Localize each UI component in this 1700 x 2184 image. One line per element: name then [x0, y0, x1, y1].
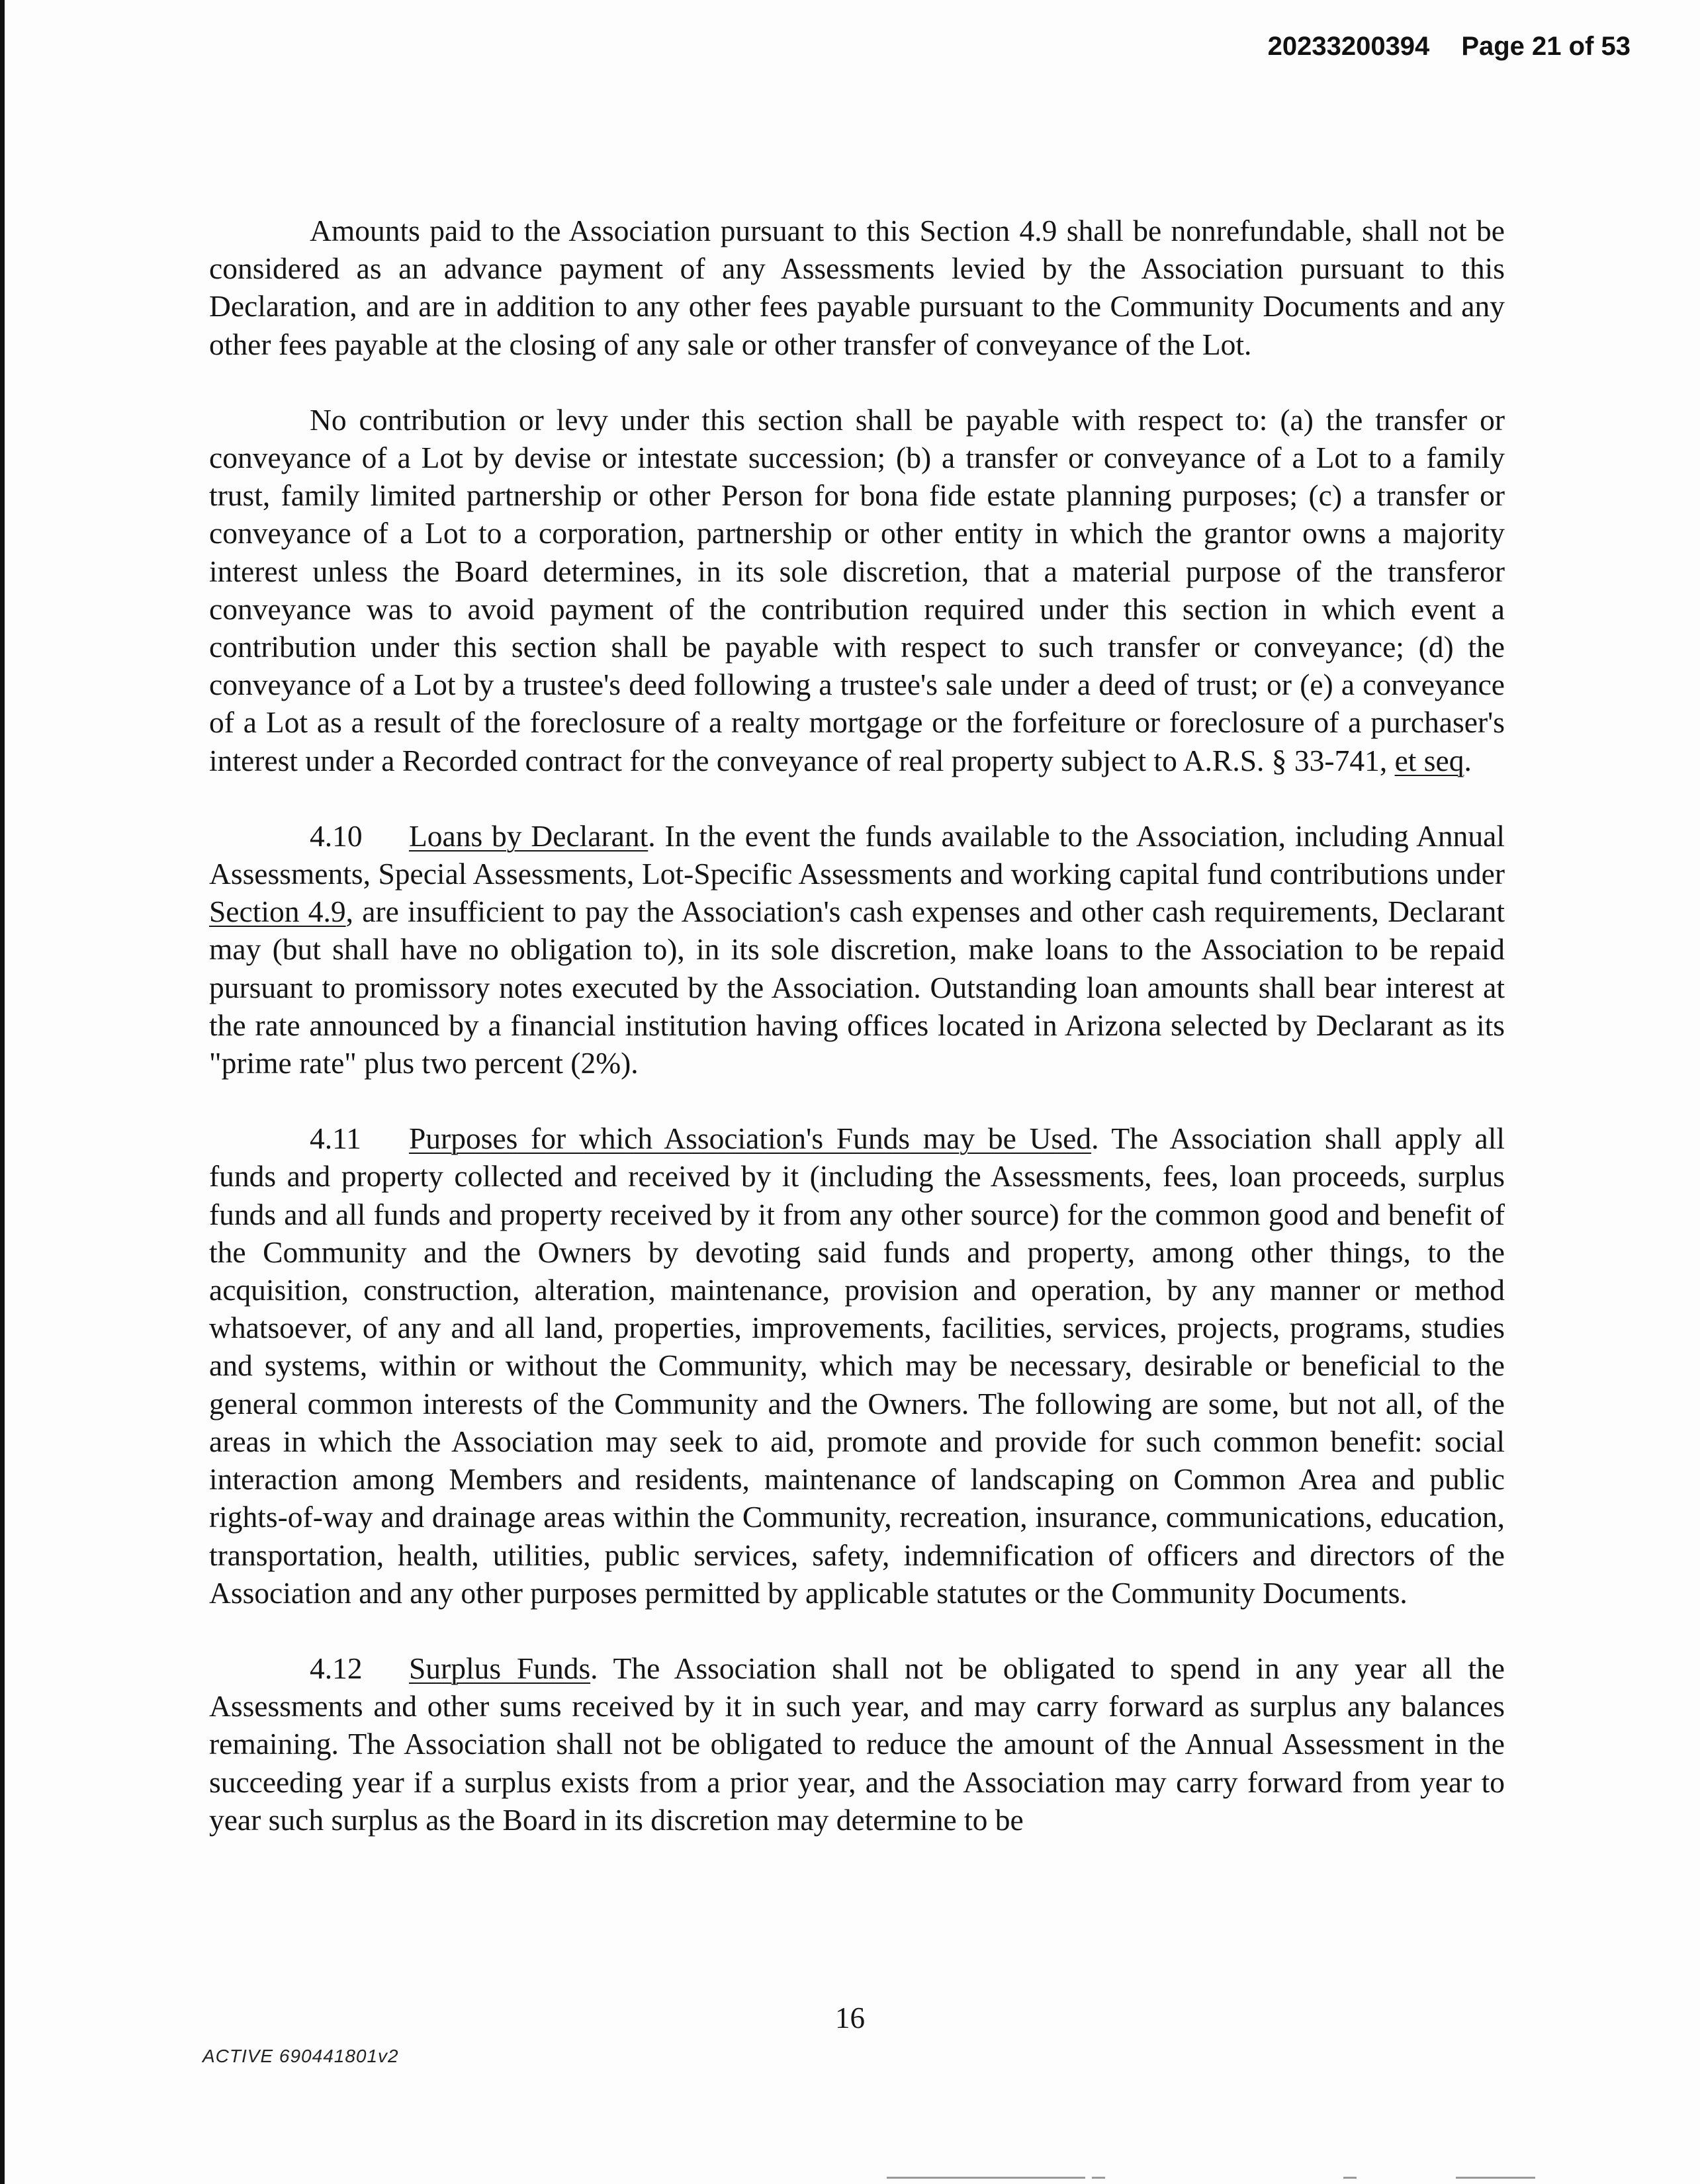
paragraph-text: Amounts paid to the Association pursuant to this Section 4.9 shall be nonrefundable, shall not be considered as an advance payment of any Assessments levied by the Association pursuant to this Declaration, and are in addition to any other fees payable pursuant to the Community Documents and any other fees payable at the closing of any sale or other transfer of conveyance of the Lot. — [209, 214, 1505, 361]
section-text: . The Association shall not be obligated to spend in any year all the Assessments and other sums received by it in such year, and may carry forward as surplus any balances remaining. The Association shall not be obligated to reduce the amount of the Annual Assessment in the succeeding year if a surplus exists from a prior year, and the Association may carry forward from year to year such surplus as the Board in its discretion may determine to be — [209, 1651, 1505, 1837]
section-number: 4.12 — [310, 1651, 363, 1685]
section-4-12 — [209, 1649, 1505, 1839]
section-4-10 — [209, 817, 1505, 1082]
scan-artifact-line — [1456, 2177, 1535, 2179]
paragraph-section-4-9-continuation — [209, 212, 1505, 363]
page-number: 16 — [835, 2001, 865, 2034]
section-reference: Section 4.9 — [209, 895, 346, 929]
section-text: , are insufficient to pay the Association's cash expenses and other cash requirements, Declarant may (but shall have no obligation to), in its sole discretion, make loans to the Association to be repaid pursuant to promissory notes executed by the Association. Outstanding loan amounts shall bear interest at the rate announced by a financial institution having offices located in Arizona selected by Declarant as its "prime rate" plus two percent (2%). — [209, 895, 1505, 1080]
scan-artifact-line — [887, 2177, 1085, 2179]
section-title: Loans by Declarant — [409, 818, 649, 853]
paragraph-contribution-exemptions — [209, 401, 1505, 779]
section-number: 4.11 — [310, 1121, 361, 1156]
document-body — [209, 212, 1505, 1839]
et-seq-citation: et seq — [1394, 743, 1464, 777]
section-title: Surplus Funds — [409, 1651, 591, 1685]
section-number: 4.10 — [310, 818, 363, 853]
section-text: . In the event the funds available to the Association, including Annual Assessments, Special Assessments, Lot-Specific Assessments and working capital fund contributions under — [209, 818, 1505, 891]
recording-header — [1268, 32, 1631, 62]
section-title: Purposes for which Association's Funds may be Used — [409, 1121, 1092, 1156]
document-id-footer: ACTIVE 690441801v2 — [202, 2046, 399, 2066]
page-count-label: Page 21 of 53 — [1461, 32, 1631, 61]
recording-document-number: 20233200394 — [1267, 32, 1430, 61]
period: . — [1464, 743, 1472, 777]
section-4-11 — [209, 1119, 1505, 1612]
scan-left-edge — [0, 0, 5, 2184]
section-text: . The Association shall apply all funds and property collected and received by it (including the Assessments, fees, loan proceeds, surplus funds and all funds and property received by it from any other source) for the common good and benefit of the Community and the Owners by devoting said funds and property, among other things, to the acquisition, construction, alteration, maintenance, provision and operation, by any manner or method whatsoever, of any and all land, properties, improvements, facilities, services, projects, programs, studies and systems, within or without the Community, which may be necessary, desirable or beneficial to the general common interests of the Community and the Owners. The following are some, but not all, of the areas in which the Association may seek to aid, promote and provide for such common benefit: social interaction among Members and residents, maintenance of landscaping on Common Area and public rights-of-way and drainage areas within the Community, recreation, insurance, communications, education, transportation, health, utilities, public services, safety, indemnification of officers and directors of the Association and any other purposes permitted by applicable statutes or the Community Documents. — [209, 1121, 1505, 1610]
scan-artifact-line — [1092, 2177, 1105, 2179]
paragraph-text: No contribution or levy under this section shall be payable with respect to: (a) the transfer or conveyance of a Lot by devise or intestate succession; (b) a transfer or conveyance of a Lot to a family trust, family limited partnership or other Person for bona fide estate planning purposes; (c) a transfer or conveyance of a Lot to a corporation, partnership or other entity in which the grantor owns a majority interest unless the Board determines, in its sole discretion, that a material purpose of the transferor conveyance was to avoid payment of the contribution required under this section in which event a contribution under this section shall be payable with respect to such transfer or conveyance; (d) the conveyance of a Lot by a trustee's deed following a trustee's sale under a deed of trust; or (e) a conveyance of a Lot as a result of the foreclosure of a realty mortgage or the forfeiture or foreclosure of a purchaser's interest under a Recorded contract for the conveyance of real property subject to A.R.S. § 33-741, — [209, 402, 1505, 777]
scan-artifact-line — [1343, 2177, 1357, 2179]
